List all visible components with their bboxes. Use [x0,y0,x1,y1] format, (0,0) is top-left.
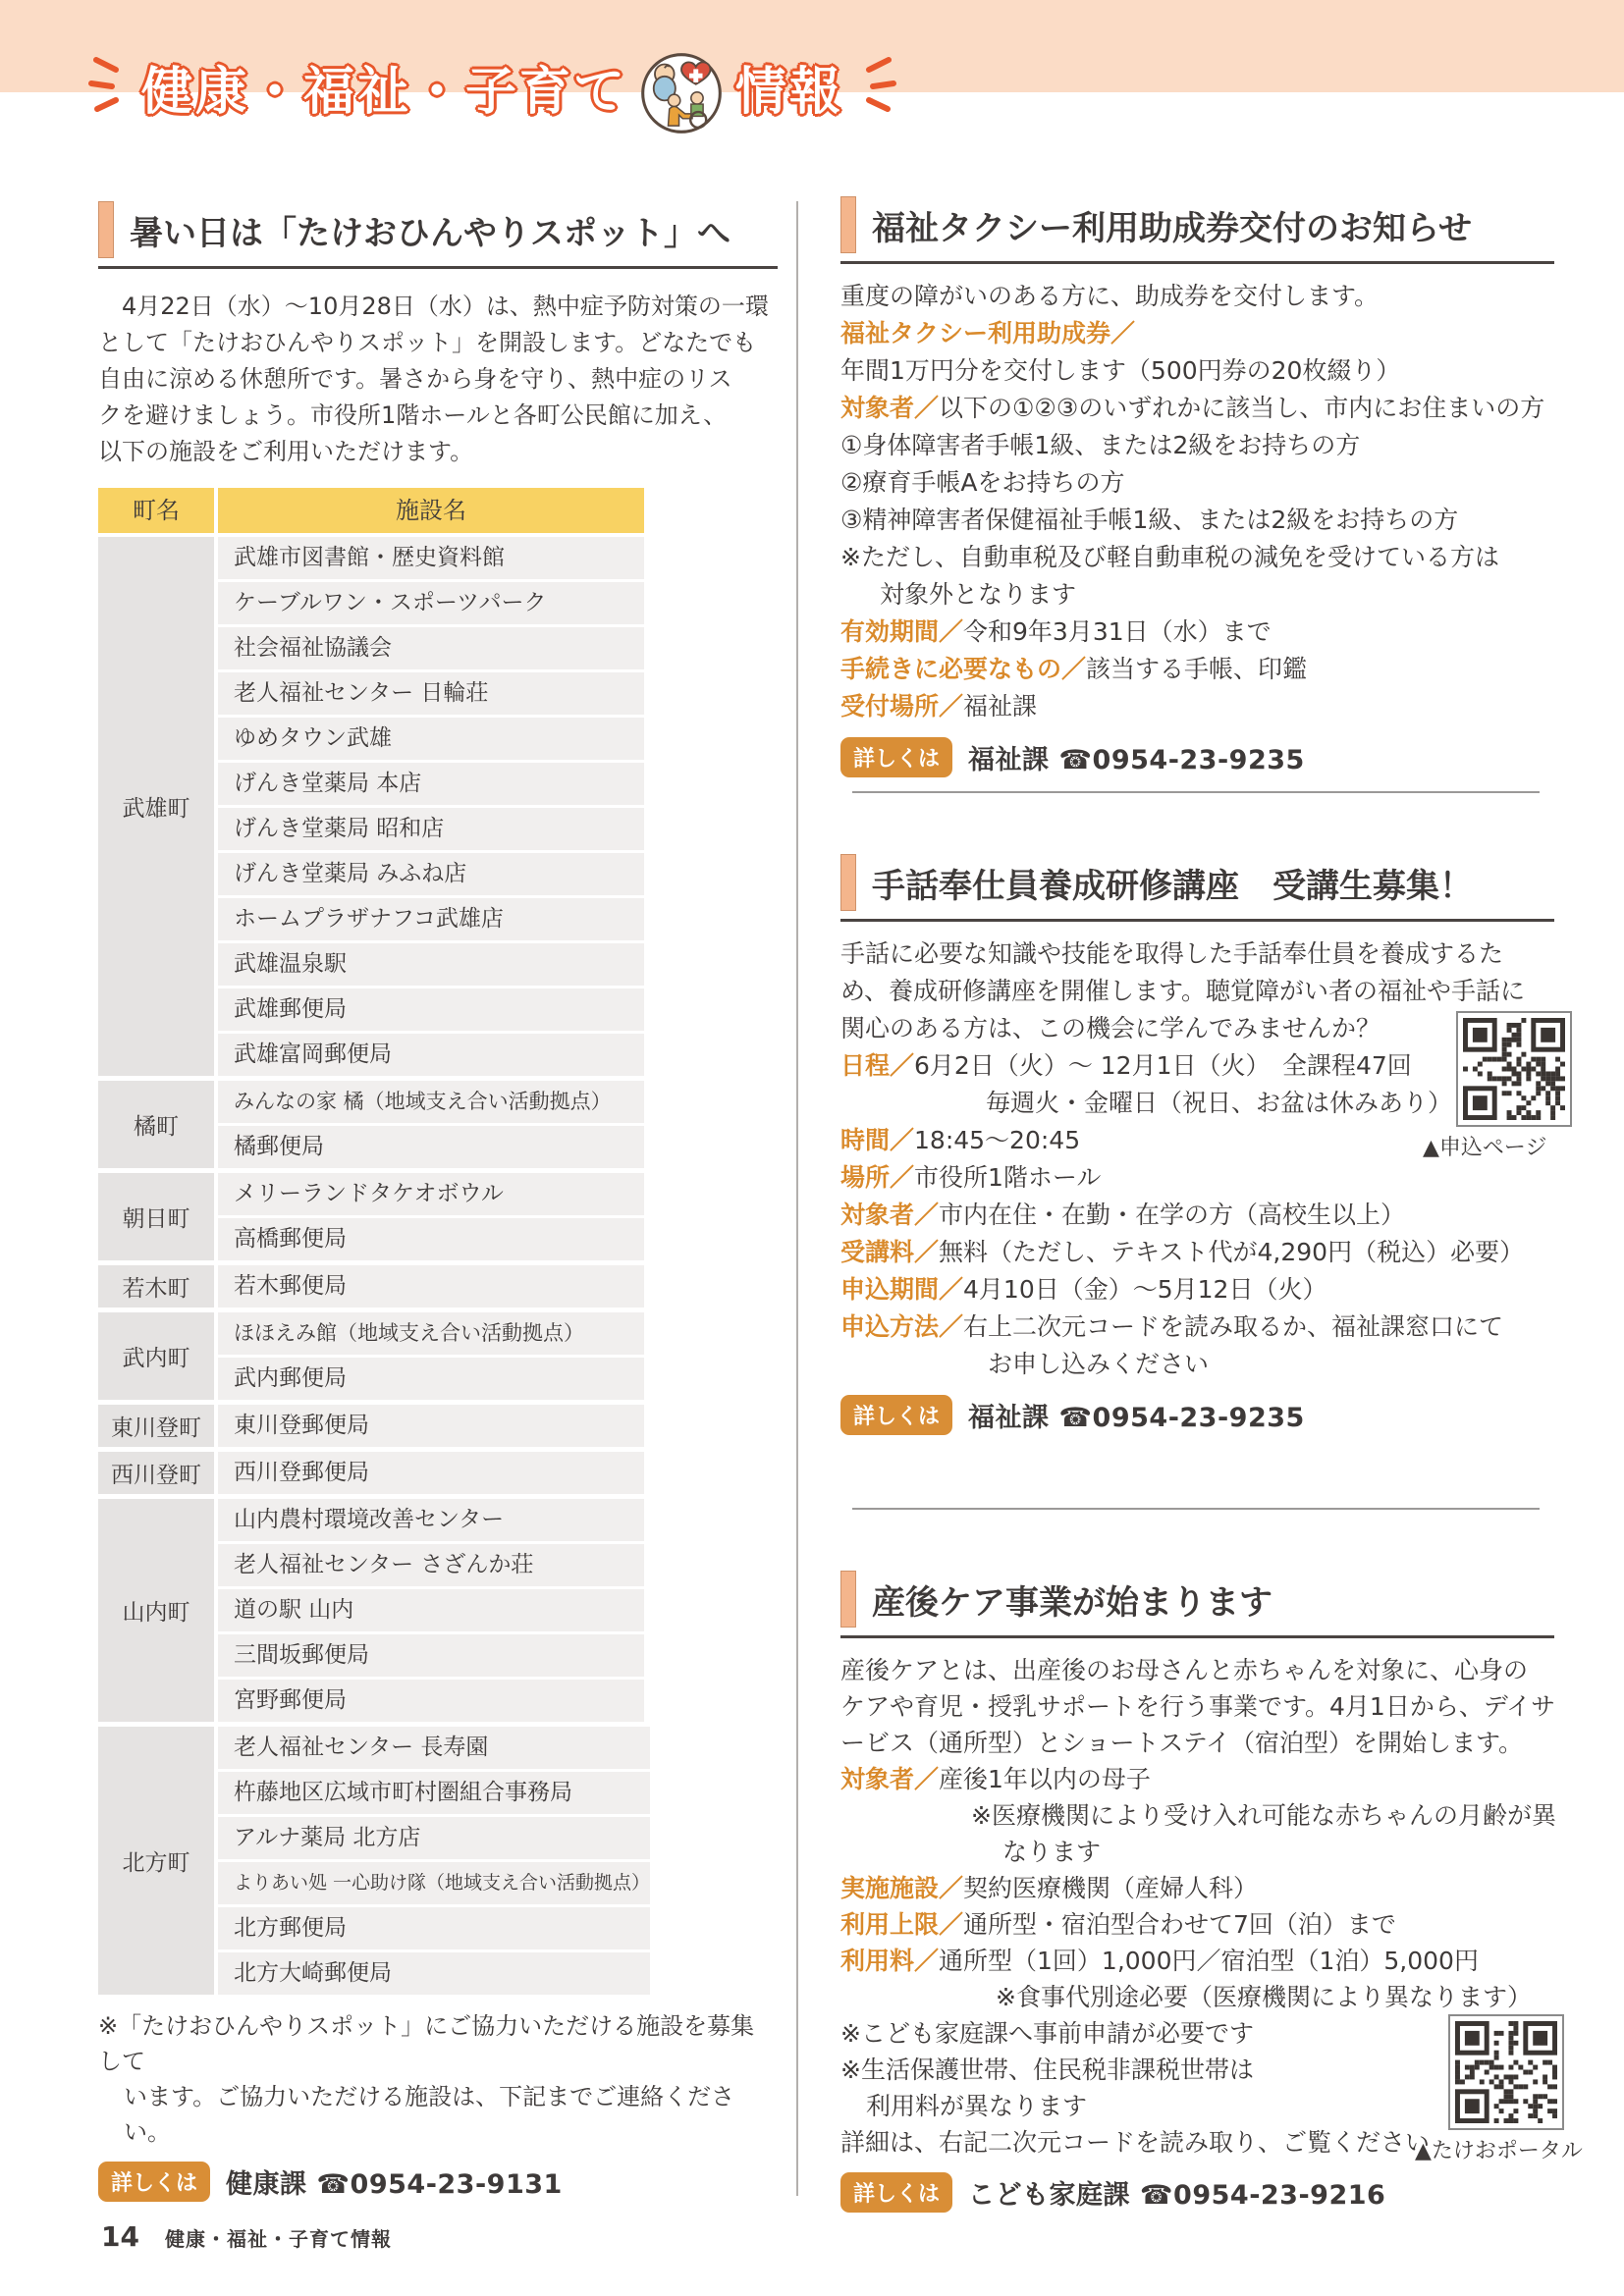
cool-spot-heading [98,201,778,269]
care-heading [840,1571,1554,1638]
field-label: 利用上限／ [840,1910,964,1939]
field-text: ※こども家庭課へ事前申請が必要です [840,2019,1254,2048]
facility-cell: 武内郵便局 [218,1358,644,1400]
body-line [840,1834,1554,1870]
health-contact: 健康課 ☎0954-23-9131 [226,2169,563,2200]
facility-table [98,488,651,1995]
field-label: 利用料／ [840,1947,940,1975]
taxi-contact-row [840,737,1554,777]
field-text: 利用料が異なります [866,2092,1088,2120]
facility-cell: ケーブルワン・スポーツパーク [218,582,644,624]
town-cell: 北方町 [98,1727,214,1995]
field-text: 該当する手帳、印鑑 [1086,655,1308,683]
town-group [98,1405,644,1447]
field-text: 毎週火・金曜日（祝日、お盆は休みあり） [986,1089,1453,1117]
town-group [98,537,644,1076]
qr-caption: ▲たけおポータル [1415,2139,1583,2163]
field-text: 市役所1階ホール [914,1163,1102,1192]
field-text: め、養成研修講座を開催します。聴覚障がい者の福祉や手話に [840,977,1526,1005]
facility-cell: 三間坂郵便局 [218,1634,644,1677]
cool-spot-section [98,201,778,2202]
body-line [840,1906,1554,1943]
facility-cell: 橘郵便局 [218,1126,644,1168]
facility-cell: 社会福祉協議会 [218,627,644,669]
text-line: クを避けましょう。市役所1階ホールと各町公民館に加え、 [98,401,728,429]
sparkle-left-icon [88,48,130,125]
body-line [840,1652,1554,1688]
body-line [840,2088,1554,2124]
recruit-note [98,2008,778,2150]
facility-cell: ほほえみ館（地域支え合い活動拠点） [218,1312,644,1355]
body-line [840,1271,1554,1308]
body-line [840,1725,1554,1761]
sign-heading [840,854,1554,922]
body-line [840,614,1554,651]
town-cell: 武内町 [98,1312,214,1400]
body-line [840,576,1554,614]
facility-cell: 武雄市図書館・歴史資料館 [218,537,644,579]
table-header-town: 町名 [98,488,214,533]
details-badge: 詳しくは [840,2172,952,2213]
field-text: なります [1002,1838,1102,1866]
section-separator [852,1508,1540,1510]
body-line [840,1010,1554,1047]
facility-cell: 武雄富岡郵便局 [218,1034,644,1076]
town-cell: 武雄町 [98,537,214,1076]
town-cell: 東川登町 [98,1405,214,1447]
body-line [840,539,1554,576]
page-header [88,33,896,139]
details-badge: 詳しくは [840,737,952,777]
care-contact-row [840,2172,1554,2213]
field-text: 詳細は、右記二次元コードを読み取り、ご覧ください [840,2128,1431,2157]
page-title-right: 情報 [735,62,844,122]
welfare-contact: 福祉課 ☎0954-23-9235 [968,745,1305,775]
footer-label: 健康・福祉・子育て情報 [164,2227,392,2251]
body-line [840,2052,1554,2088]
field-text: 産後ケアとは、出産後のお母さんと赤ちゃんを対象に、心身の [840,1656,1529,1684]
field-text: 通所型（1回）1,000円／宿泊型（1泊）5,000円 [939,1947,1479,1975]
field-text: ケアや育児・授乳サポートを行う事業です。4月1日から、デイサ [840,1692,1556,1721]
page-title-left: 健康・福祉・子育て [141,62,628,122]
body-line [840,973,1554,1010]
facility-cell: アルナ薬局 北方店 [218,1817,650,1859]
text-line: ※「たけおひんやりスポット」にご協力いただける施設を募集して [98,2012,755,2075]
field-text: お申し込みください [988,1350,1210,1378]
field-text: 市内在住・在勤・在学の方（高校生以上） [939,1201,1406,1229]
body-line [840,1047,1554,1085]
field-text: 右上二次元コードを読み取るか、福祉課窓口にて [963,1312,1504,1341]
field-text: ービス（通所型）とショートステイ（宿泊型）を開始します。 [840,1729,1524,1757]
field-text: 手話に必要な知識や技能を取得した手話奉仕員を養成するた [840,939,1504,968]
facility-cell: ホームプラザナフコ武雄店 [218,898,644,940]
body-line [840,464,1554,502]
heading-accent-bar [840,196,856,253]
town-cell: 山内町 [98,1499,214,1722]
field-label: 申込方法／ [840,1312,964,1341]
field-text: 福祉課 [963,692,1038,721]
field-label: 日程／ [840,1051,915,1080]
text-line: 4月22日（水）～10月28日（水）は、熱中症予防対策の一環 [122,293,769,320]
body-line [840,502,1554,539]
qr-code-icon [1456,1011,1572,1127]
qr-caption: ▲申込ページ [1423,1136,1547,1160]
body-line [840,1688,1554,1725]
town-group [98,1727,651,1995]
body-line [840,1979,1554,2015]
qr-code-icon [1448,2014,1564,2130]
text-line: として「たけおひんやりスポット」を開設します。どなたでも [98,329,757,356]
field-text: ※食事代別途必要（医療機関により異なります） [996,1983,1532,2011]
field-text: 4月10日（金）～5月12日（火） [963,1275,1327,1304]
body-line [840,651,1554,688]
heading-accent-bar [840,854,856,911]
facility-cell: 若木郵便局 [218,1265,644,1308]
facility-cell: げんき堂薬局 みふね店 [218,853,644,895]
body-line [840,427,1554,464]
facility-cell: ゆめタウン武雄 [218,718,644,760]
facility-cell: 老人福祉センター 日輪荘 [218,672,644,715]
town-cell: 西川登町 [98,1452,214,1494]
body-line [840,935,1554,973]
field-text: 無料（ただし、テキスト代が4,290円（税込）必要） [939,1238,1525,1266]
field-text: ※生活保護世帯、住民税非課税世帯は [840,2056,1254,2084]
field-label: 対象者／ [840,1201,940,1229]
town-group [98,1452,644,1494]
field-label: 手続きに必要なもの／ [840,655,1087,683]
town-cell: 橘町 [98,1081,214,1168]
text-line: 以下の施設をご利用いただけます。 [98,438,474,465]
sparkle-right-icon [855,48,896,125]
sign-contact-row [840,1395,1554,1435]
body-line [840,390,1554,427]
field-text: 通所型・宿泊型合わせて7回（泊）まで [963,1910,1396,1939]
section-separator [852,791,1540,793]
facility-cell: みんなの家 橘（地域支え合い活動拠点） [218,1081,644,1123]
page-number: 14 [101,2220,139,2253]
body-line [840,1308,1554,1346]
field-text: 産後1年以内の母子 [939,1765,1151,1793]
field-label: 申込期間／ [840,1275,964,1304]
field-label: 対象者／ [840,394,940,422]
field-label: 実施施設／ [840,1874,964,1902]
cool-spot-intro [98,289,778,470]
heading-accent-bar [98,201,114,258]
facility-cell: 老人福祉センター 長寿園 [218,1727,650,1769]
family-care-icon [639,51,724,139]
facility-cell: 北方大崎郵便局 [218,1952,650,1995]
taxi-title: 福祉タクシー利用助成券交付のお知らせ [872,208,1472,248]
body-line [840,1197,1554,1234]
facility-cell: 杵藤地区広域市町村圏組合事務局 [218,1772,650,1814]
field-text: ※医療機関により受け入れ可能な赤ちゃんの月齢が異 [971,1801,1556,1830]
facility-cell: 高橋郵便局 [218,1218,644,1260]
facility-cell: 北方郵便局 [218,1907,650,1949]
field-text: 対象外となります [880,580,1077,609]
facility-cell: 宮野郵便局 [218,1680,644,1722]
body-line [840,1761,1554,1797]
town-cell: 若木町 [98,1265,214,1308]
field-text: ①身体障害者手帳1級、または2級をお持ちの方 [840,431,1361,459]
body-line [840,1085,1554,1122]
text-line: 自由に涼める休憩所です。暑さから身を守り、熱中症のリス [98,365,732,393]
facility-cell: よりあい処 一心助け隊（地域支え合い活動拠点） [218,1862,650,1904]
care-body [840,1652,1554,2161]
facility-cell: 老人福祉センター さざんか荘 [218,1544,644,1586]
page-footer [101,2220,392,2253]
field-text: 以下の①②③のいずれかに該当し、市内にお住まいの方 [939,394,1545,422]
body-line [840,1346,1554,1383]
children-contact: こども家庭課 ☎0954-23-9216 [968,2180,1386,2211]
town-group [98,1312,644,1400]
heading-accent-bar [840,1571,856,1628]
portal-qr [1415,2014,1616,2164]
field-label: 有効期間／ [840,617,964,646]
town-group [98,1265,644,1308]
facility-cell: げんき堂薬局 本店 [218,763,644,805]
field-text: ※ただし、自動車税及び軽自動車税の減免を受けている方は [840,543,1499,571]
body-line [840,688,1554,725]
field-text: ②療育手帳Aをお持ちの方 [840,468,1125,497]
taxi-voucher-section [840,196,1554,777]
field-label: 対象者／ [840,1765,940,1793]
field-text: 令和9年3月31日（水）まで [963,617,1272,646]
application-qr [1423,1011,1580,1161]
column-divider [796,201,798,2196]
field-text: 関心のある方は、この機会に学んでみませんか？ [840,1014,1381,1042]
details-badge: 詳しくは [840,1395,952,1435]
town-group [98,1499,644,1722]
field-text: 18:45～20:45 [914,1126,1081,1154]
facility-cell: 東川登郵便局 [218,1405,644,1447]
facility-cell: げんき堂薬局 昭和店 [218,808,644,850]
field-label: 福祉タクシー利用助成券／ [840,319,1136,347]
taxi-body [840,278,1554,725]
facility-cell: 山内農村環境改善センター [218,1499,644,1541]
details-badge: 詳しくは [98,2162,210,2202]
field-label: 受付場所／ [840,692,964,721]
cool-spot-title: 暑い日は「たけおひんやりスポット」へ [130,213,731,253]
body-line [840,1159,1554,1197]
field-text: 年間1万円分を交付します（500円券の20枚綴り） [840,356,1401,385]
field-text: 重度の障がいのある方に、助成券を交付します。 [840,282,1380,310]
field-label: 受講料／ [840,1238,940,1266]
field-text: 6月2日（火）～ 12月1日（火） 全課程47回 [914,1051,1412,1080]
body-line [840,352,1554,390]
welfare-contact: 福祉課 ☎0954-23-9235 [968,1403,1305,1433]
field-label: 場所／ [840,1163,915,1192]
body-line [840,2015,1554,2052]
care-title: 産後ケア事業が始まります [872,1582,1272,1623]
body-line [840,1943,1554,1979]
town-group [98,1173,644,1260]
text-line: います。ご協力いただける施設は、下記までご連絡ください。 [124,2083,735,2146]
facility-cell: メリーランドタケオボウル [218,1173,644,1215]
facility-cell: 道の駅 山内 [218,1589,644,1631]
sign-title: 手話奉仕員養成研修講座 受講生募集！ [872,866,1473,906]
town-group [98,1081,644,1168]
postpartum-care-section [840,1571,1554,2213]
body-line [840,1797,1554,1834]
taxi-heading [840,196,1554,264]
field-text: ③精神障害者保健福祉手帳1級、または2級をお持ちの方 [840,506,1459,534]
body-line [840,278,1554,315]
body-line [840,315,1554,352]
facility-cell: 武雄温泉駅 [218,943,644,986]
town-cell: 朝日町 [98,1173,214,1260]
table-header-facility: 施設名 [218,488,644,533]
health-contact-row [98,2162,778,2202]
body-line [840,1234,1554,1271]
field-text: 契約医療機関（産婦人科） [963,1874,1259,1902]
field-label: 時間／ [840,1126,915,1154]
body-line [840,1870,1554,1906]
facility-cell: 西川登郵便局 [218,1452,644,1494]
facility-cell: 武雄郵便局 [218,988,644,1031]
